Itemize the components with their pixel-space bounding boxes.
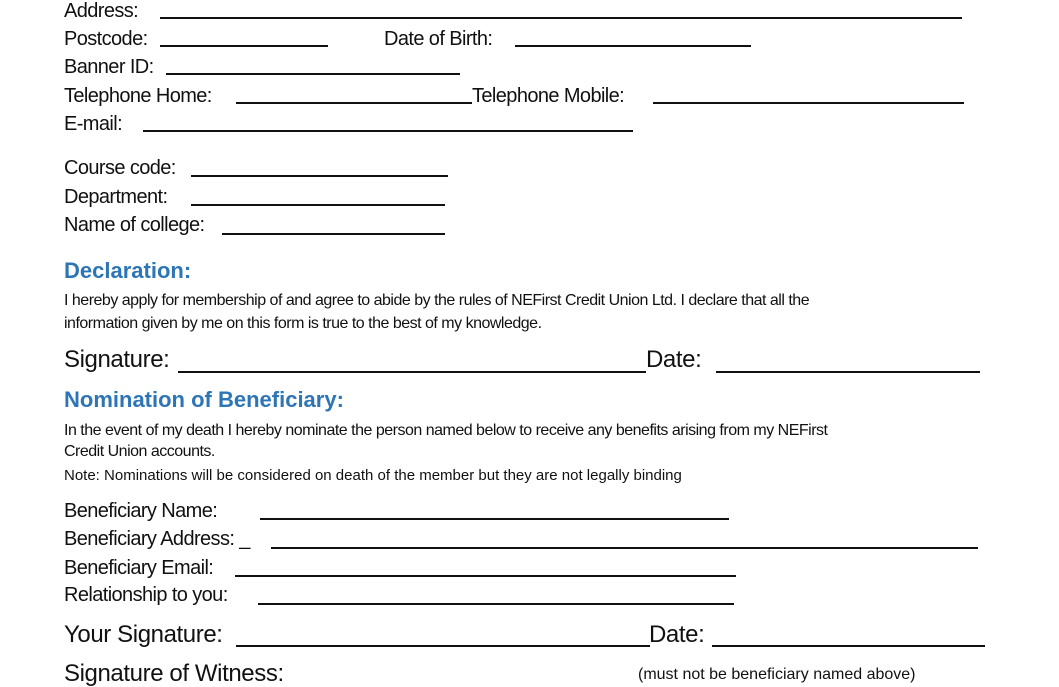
- beneficiary-name-label: Beneficiary Name:: [64, 500, 218, 522]
- course-code-field[interactable]: [191, 175, 448, 177]
- dob-label: Date of Birth:: [384, 28, 493, 50]
- beneficiary-address-field[interactable]: [271, 547, 978, 549]
- declaration-date-label: Date:: [646, 346, 702, 373]
- banner-id-label: Banner ID:: [64, 56, 154, 78]
- beneficiary-address-label: Beneficiary Address: _: [64, 528, 250, 550]
- nomination-text-line2: Credit Union accounts.: [64, 443, 215, 460]
- address-label: Address:: [64, 0, 139, 22]
- telephone-mobile-label: Telephone Mobile:: [472, 85, 625, 107]
- relationship-field[interactable]: [258, 603, 734, 605]
- witness-signature-label: Signature of Witness:: [64, 660, 284, 687]
- nomination-date-label: Date:: [649, 621, 705, 648]
- course-code-label: Course code:: [64, 157, 176, 179]
- banner-id-field[interactable]: [166, 73, 460, 75]
- declaration-date-field[interactable]: [716, 371, 980, 373]
- signature-field[interactable]: [178, 371, 646, 373]
- nomination-note: Note: Nominations will be considered on death of the member but they are not legally binding: [64, 467, 682, 484]
- your-signature-field[interactable]: [236, 645, 650, 647]
- beneficiary-name-field[interactable]: [260, 518, 729, 520]
- email-field[interactable]: [143, 130, 633, 132]
- nomination-date-field[interactable]: [712, 645, 985, 647]
- declaration-heading: Declaration:: [64, 258, 192, 283]
- department-label: Department:: [64, 186, 168, 208]
- witness-note: (must not be beneficiary named above): [638, 666, 916, 683]
- postcode-label: Postcode:: [64, 28, 148, 50]
- postcode-field[interactable]: [160, 45, 328, 47]
- declaration-text-line1: I hereby apply for membership of and agree to abide by the rules of NEFirst Credit Union Ltd. I declare that all the: [64, 292, 810, 309]
- department-field[interactable]: [191, 204, 445, 206]
- signature-label: Signature:: [64, 346, 170, 373]
- college-label: Name of college:: [64, 214, 205, 236]
- telephone-mobile-field[interactable]: [653, 102, 964, 104]
- telephone-home-label: Telephone Home:: [64, 85, 212, 107]
- email-label: E-mail:: [64, 113, 123, 135]
- nomination-heading: Nomination of Beneficiary:: [64, 387, 344, 412]
- your-signature-label: Your Signature:: [64, 621, 223, 648]
- nomination-text-line1: In the event of my death I hereby nominate the person named below to receive any benefits arising from my NEFirst: [64, 422, 828, 439]
- relationship-label: Relationship to you:: [64, 584, 228, 606]
- dob-field[interactable]: [515, 45, 751, 47]
- declaration-text-line2: information given by me on this form is true to the best of my knowledge.: [64, 315, 542, 332]
- beneficiary-email-field[interactable]: [235, 575, 736, 577]
- telephone-home-field[interactable]: [236, 102, 472, 104]
- address-field[interactable]: [160, 17, 962, 19]
- beneficiary-email-label: Beneficiary Email:: [64, 557, 214, 579]
- college-field[interactable]: [222, 233, 445, 235]
